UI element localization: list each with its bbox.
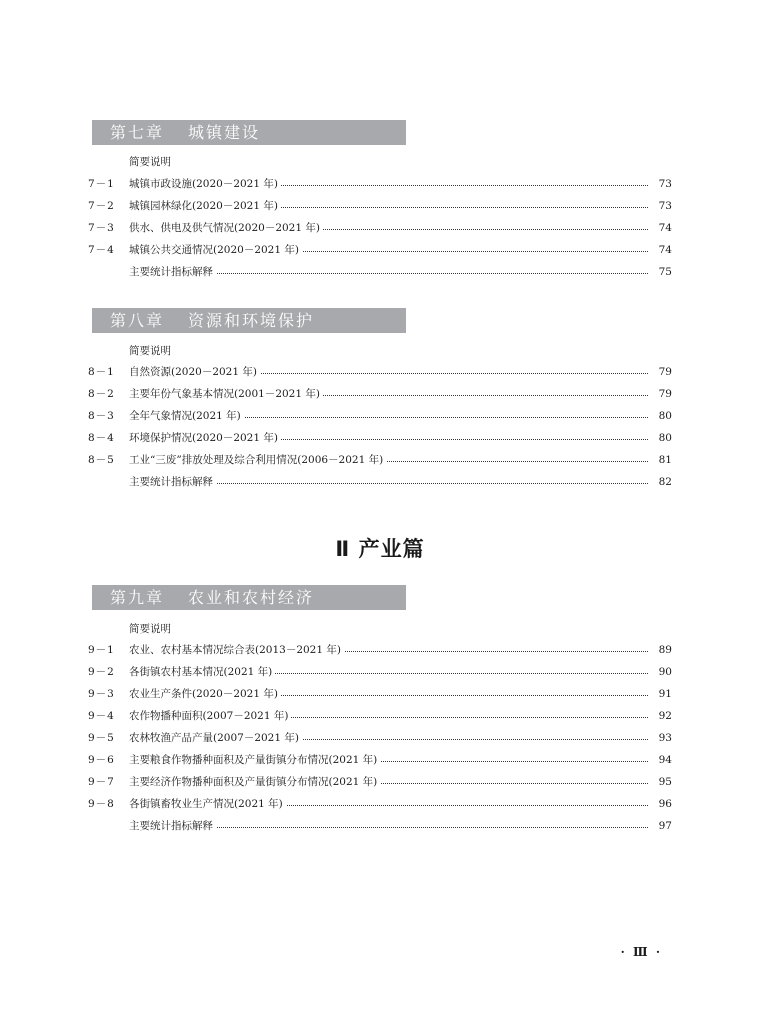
toc-entry-title: 全年气象情况(2021 年) bbox=[129, 405, 244, 427]
toc-entry-code: 9－7 bbox=[88, 776, 115, 788]
toc-entry-code: 7－4 bbox=[88, 244, 115, 256]
chapter-7-header bbox=[92, 120, 406, 145]
chapter-8-number: 第八章 bbox=[110, 311, 165, 330]
toc-entry-title: 主要统计指标解释 bbox=[129, 261, 216, 283]
toc-entry-page: 90 bbox=[648, 661, 672, 683]
toc-entry-page: 91 bbox=[648, 683, 672, 705]
toc-entry[interactable] bbox=[0, 383, 760, 405]
toc-entry-title: 主要统计指标解释 bbox=[129, 815, 216, 837]
toc-entry-page: 73 bbox=[648, 173, 672, 195]
chapter-7-name: 城镇建设 bbox=[188, 123, 261, 142]
toc-entry-code: 9－2 bbox=[88, 666, 115, 678]
toc-entry-page: 94 bbox=[648, 749, 672, 771]
toc-entry-title: 城镇公共交通情况(2020－2021 年) bbox=[129, 239, 302, 261]
chapter-9-intro[interactable]: 简要说明 bbox=[129, 623, 171, 635]
toc-entry-page: 95 bbox=[648, 771, 672, 793]
toc-entry[interactable] bbox=[0, 705, 760, 727]
toc-entry[interactable] bbox=[0, 405, 760, 427]
toc-entry-glossary[interactable] bbox=[0, 261, 760, 283]
toc-entry-code: 9－8 bbox=[88, 798, 115, 810]
chapter-9-number: 第九章 bbox=[110, 588, 165, 607]
toc-entry[interactable] bbox=[0, 749, 760, 771]
toc-entry-title: 各街镇农村基本情况(2021 年) bbox=[129, 661, 275, 683]
toc-entry-code: 8－3 bbox=[88, 410, 115, 422]
toc-entry[interactable] bbox=[0, 727, 760, 749]
toc-entry-page: 75 bbox=[648, 261, 672, 283]
toc-entry[interactable] bbox=[0, 449, 760, 471]
chapter-8-name: 资源和环境保护 bbox=[188, 311, 315, 330]
toc-entry-page: 79 bbox=[648, 361, 672, 383]
toc-entry-code: 8－1 bbox=[88, 366, 115, 378]
toc-entry-code: 7－3 bbox=[88, 222, 115, 234]
toc-entry-title: 环境保护情况(2020－2021 年) bbox=[129, 427, 281, 449]
toc-entry-page: 74 bbox=[648, 239, 672, 261]
toc-entry[interactable] bbox=[0, 771, 760, 793]
toc-entry-page: 74 bbox=[648, 217, 672, 239]
toc-entry[interactable] bbox=[0, 217, 760, 239]
toc-entry-code: 9－3 bbox=[88, 688, 115, 700]
toc-entry[interactable] bbox=[0, 427, 760, 449]
part-title: Ⅱ 产业篇 bbox=[335, 537, 425, 561]
toc-entry-title: 农作物播种面积(2007－2021 年) bbox=[129, 705, 291, 727]
chapter-7-number: 第七章 bbox=[110, 123, 165, 142]
toc-entry-page: 73 bbox=[648, 195, 672, 217]
toc-entry-code: 9－4 bbox=[88, 710, 115, 722]
toc-entry-page: 82 bbox=[648, 471, 672, 493]
toc-entry[interactable] bbox=[0, 361, 760, 383]
toc-entry[interactable] bbox=[0, 683, 760, 705]
toc-entry-title: 城镇市政设施(2020－2021 年) bbox=[129, 173, 281, 195]
toc-entry-page: 80 bbox=[648, 427, 672, 449]
toc-entry-title: 主要经济作物播种面积及产量街镇分布情况(2021 年) bbox=[129, 771, 380, 793]
page-number: · Ⅲ · bbox=[620, 945, 662, 959]
toc-entry-page: 96 bbox=[648, 793, 672, 815]
toc-entry-title: 主要统计指标解释 bbox=[129, 471, 216, 493]
toc-entry-code: 8－4 bbox=[88, 432, 115, 444]
toc-entry-title: 工业“三废”排放处理及综合利用情况(2006－2021 年) bbox=[129, 449, 386, 471]
toc-entry[interactable] bbox=[0, 195, 760, 217]
toc-entry-code: 9－5 bbox=[88, 732, 115, 744]
toc-entry-title: 各街镇畜牧业生产情况(2021 年) bbox=[129, 793, 286, 815]
toc-entry[interactable] bbox=[0, 173, 760, 195]
toc-entry-code: 8－5 bbox=[88, 454, 115, 466]
chapter-8-intro[interactable]: 简要说明 bbox=[129, 345, 171, 357]
toc-entry-title: 城镇园林绿化(2020－2021 年) bbox=[129, 195, 281, 217]
toc-entry-glossary[interactable] bbox=[0, 471, 760, 493]
toc-entry[interactable] bbox=[0, 639, 760, 661]
toc-entry-page: 92 bbox=[648, 705, 672, 727]
toc-entry-title: 农业、农村基本情况综合表(2013－2021 年) bbox=[129, 639, 344, 661]
toc-entry-code: 7－1 bbox=[88, 178, 115, 190]
toc-entry-glossary[interactable] bbox=[0, 815, 760, 837]
chapter-9-name: 农业和农村经济 bbox=[188, 588, 315, 607]
toc-entry[interactable] bbox=[0, 661, 760, 683]
toc-entry-title: 自然资源(2020－2021 年) bbox=[129, 361, 260, 383]
toc-entry[interactable] bbox=[0, 793, 760, 815]
toc-entry-page: 80 bbox=[648, 405, 672, 427]
toc-entry-page: 81 bbox=[648, 449, 672, 471]
toc-entry-page: 79 bbox=[648, 383, 672, 405]
toc-entry-code: 9－1 bbox=[88, 644, 115, 656]
chapter-8-header bbox=[92, 308, 406, 333]
chapter-9-header bbox=[92, 585, 406, 610]
toc-entry-page: 97 bbox=[648, 815, 672, 837]
toc-entry-title: 农业生产条件(2020－2021 年) bbox=[129, 683, 281, 705]
toc-entry-title: 供水、供电及供气情况(2020－2021 年) bbox=[129, 217, 323, 239]
chapter-7-intro[interactable]: 简要说明 bbox=[129, 156, 171, 168]
toc-entry-title: 农林牧渔产品产量(2007－2021 年) bbox=[129, 727, 302, 749]
toc-entry-title: 主要年份气象基本情况(2001－2021 年) bbox=[129, 383, 323, 405]
toc-entry[interactable] bbox=[0, 239, 760, 261]
toc-entry-code: 8－2 bbox=[88, 388, 115, 400]
toc-entry-code: 9－6 bbox=[88, 754, 115, 766]
toc-entry-page: 93 bbox=[648, 727, 672, 749]
toc-entry-page: 89 bbox=[648, 639, 672, 661]
toc-entry-code: 7－2 bbox=[88, 200, 115, 212]
toc-entry-title: 主要粮食作物播种面积及产量街镇分布情况(2021 年) bbox=[129, 749, 380, 771]
